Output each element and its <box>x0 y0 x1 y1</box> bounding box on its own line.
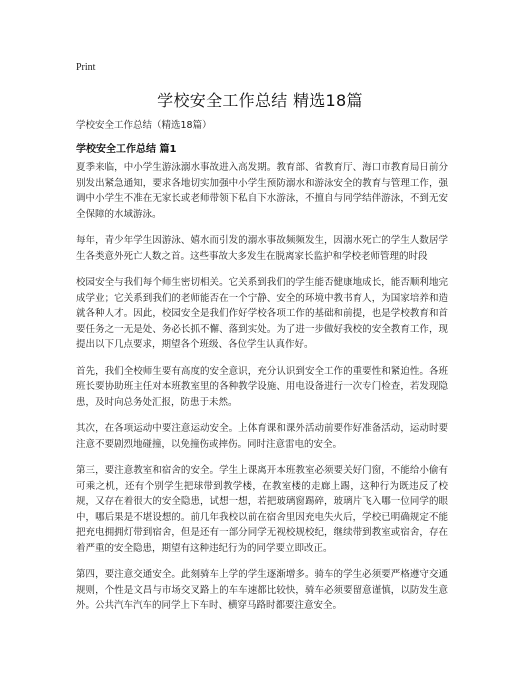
document-title: 学校安全工作总结 精选18篇 <box>157 91 363 110</box>
document-subtitle: 学校安全工作总结（精选18篇） <box>76 120 212 131</box>
paragraph-2: 每年，青少年学生因游泳、嬉水而引发的溺水事故频频发生，因溺水死亡的学生人数居学生各类意外死亡人数之首。这些事故大多发生在脱离家长监护和学校老师管理的时段 <box>76 235 448 262</box>
paragraph-6: 第三，要注意教室和宿舍的安全。学生上课离开本班教室必须要关好门窗，不能给小偷有可乘之机，还有个别学生把球带到教学楼，在教室楼的走廊上踢，这种行为既违反了校规，又存在着很大的安全隐患，试想一想，若把玻璃窗踢碎，玻璃片飞入哪一位同学的眼中，哪后果是不堪设想的。前几年我校以前在宿舍里因充电失火后，学校已明确规定不能把充电拥拥灯带到宿舍，但是还有一部分同学无视校规校纪，继续带到教室或宿舍，存在着严重的安全隐患，期望有这种违纪行为的同学要立即改正。 <box>76 465 448 554</box>
paragraph-4: 首先，我们全校师生要有高度的安全意识，充分认识到安全工作的重要性和紧迫性。各班班长要协助班主任对本班教室里的各种教学设施、用电设备进行一次专门检查，若发现隐患，及时向总务处汇报，防患于未然。 <box>76 365 448 408</box>
paragraph-7: 第四，要注意交通安全。此刻骑车上学的学生逐渐增多。骑车的学生必须要严格遵守交通规则，个性是文昌与市场交叉路上的车车速都比较快，骑车必须要留意谨慎，以防发生意外。公共汽车汽车的同学上下车时、横穿马路时都要注意安全。 <box>76 569 448 611</box>
paragraph-1: 夏季来临，中小学生游泳溺水事故进入高发期。教育部、省教育厅、海口市教育局日前分别发出紧急通知，要求各地切实加强中小学生预防溺水和游泳安全的教育与管理工作，强调中小学生不准在无家长或老师带领下私自下水游泳，不擅自与同学结伴游泳，不到无安全保障的水域游泳。 <box>76 162 448 220</box>
print-link[interactable]: Print <box>76 62 96 73</box>
paragraph-3: 校园安全与我们每个师生密切相关。它关系到我们的学生能否健康地成长，能否顺利地完成学业；它关系到我们的老师能否在一个宁静、安全的环境中教书育人，为国家培养和造就各种人才。因此，校园安全是我们作好学校各项工作的基础和前提，也是学校教育和首要任务之一无是处、务必长抓不懈、落到实处。为了进一步做好我校的安全教育工作，现提出以下几点要求，期望各个班级、各位学生认真作好。 <box>76 277 448 350</box>
section-heading: 学校安全工作总结 篇1 <box>76 144 177 155</box>
paragraph-5: 其次，在各项运动中要注意运动安全。上体育课和课外活动前要作好准备活动，运动时要注意不要剧烈地碰撞，以免撞伤或摔伤。同时注意雷电的安全。 <box>76 423 448 450</box>
document-body <box>76 160 448 625</box>
